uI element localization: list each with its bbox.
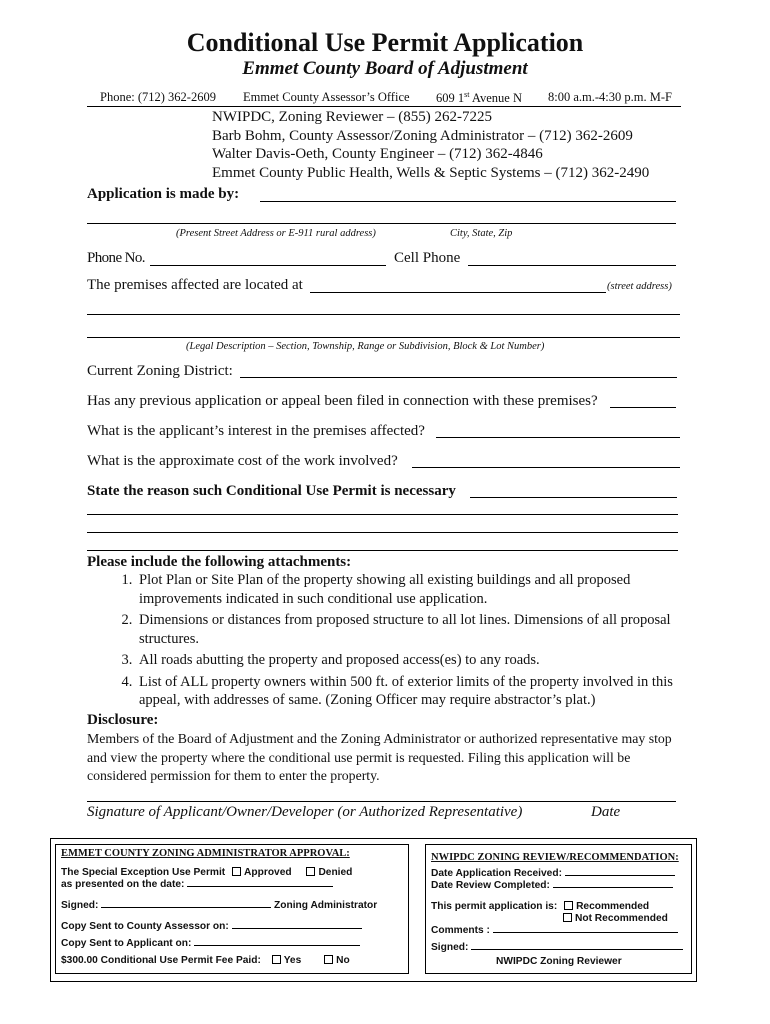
legal-description-field-1[interactable] <box>87 314 680 315</box>
denied-checkbox[interactable] <box>306 867 315 876</box>
premises-label: The premises affected are located at <box>87 277 303 293</box>
attachments-list <box>112 571 706 713</box>
completed-date-field[interactable] <box>553 887 673 888</box>
admin-role-label: Zoning Administrator <box>274 900 378 911</box>
fee-row <box>61 955 350 966</box>
presented-date-field[interactable] <box>187 886 333 887</box>
fee-no-label: No <box>336 955 350 966</box>
nwipdc-role-label: NWIPDC Zoning Reviewer <box>496 956 622 967</box>
reason-field-2[interactable] <box>87 514 678 515</box>
admin-box-heading: EMMET COUNTY ZONING ADMINISTRATOR APPROVAL: <box>61 848 350 859</box>
applicant-copy-label: Copy Sent to Applicant on: <box>61 938 192 949</box>
reason-field-4[interactable] <box>87 550 678 551</box>
reviewer-line: Emmet County Public Health, Wells & Septic Systems – (712) 362-2490 <box>212 164 650 181</box>
street-hint: (street address) <box>607 281 672 292</box>
not-recommended-label: Not Recommended <box>575 913 668 924</box>
address-hint: (Present Street Address or E-911 rural address) <box>176 228 376 239</box>
assessor-row <box>61 921 362 932</box>
header-divider <box>87 106 681 107</box>
comments-row <box>431 925 678 936</box>
cell-label: Cell Phone <box>394 250 461 266</box>
fee-label: $300.00 Conditional Use Permit Fee Paid: <box>61 955 261 966</box>
signature-field[interactable] <box>87 801 676 802</box>
cell-field[interactable] <box>468 265 676 266</box>
not-recommended-row <box>559 913 668 924</box>
comments-label: Comments : <box>431 925 490 936</box>
list-item: 1. Plot Plan or Site Plan of the property showing all existing buildings and all proposed improvements indicated in such conditional use application. <box>136 571 706 608</box>
attachments-heading: Please include the following attachments: <box>87 554 352 570</box>
completed-row <box>431 880 673 891</box>
reason-label: State the reason such Conditional Use Permit is necessary <box>87 483 456 499</box>
reviewer-line: Barb Bohm, County Assessor/Zoning Administrator – (712) 362-2609 <box>212 127 633 144</box>
reason-field-3[interactable] <box>87 532 678 533</box>
fee-yes-checkbox[interactable] <box>272 955 281 964</box>
exception-row <box>61 867 352 878</box>
nwipdc-signed-row <box>431 942 683 953</box>
premises-street-field[interactable] <box>310 292 606 293</box>
reviewer-line: NWIPDC, Zoning Reviewer – (855) 262-7225 <box>212 109 492 125</box>
contact-phone: Phone: (712) 362-2609 <box>100 90 216 104</box>
received-row <box>431 868 675 879</box>
applicant-copy-row <box>61 938 360 949</box>
completed-label: Date Review Completed: <box>431 880 550 891</box>
received-date-field[interactable] <box>565 875 675 876</box>
applicant-label: Application is made by: <box>87 186 240 202</box>
fee-yes-label: Yes <box>283 955 302 966</box>
interest-field[interactable] <box>436 437 680 438</box>
list-item: 4. List of ALL property owners within 500 ft. of exterior limits of the property involved in this appeal, with addresses of same. (Zoning Officer may require abstractor’s plat.) <box>136 673 706 710</box>
nwipdc-signature-field[interactable] <box>471 949 683 950</box>
admin-signed-label: Signed: <box>61 900 99 911</box>
cost-label: What is the approximate cost of the work involved? <box>87 453 398 469</box>
contact-hours: 8:00 a.m.-4:30 p.m. M-F <box>548 90 672 104</box>
comments-field[interactable] <box>493 932 678 933</box>
applicant-address-field[interactable] <box>87 223 676 224</box>
city-hint: City, State, Zip <box>450 228 513 239</box>
page-title: Conditional Use Permit Application <box>186 28 584 57</box>
denied-label: Denied <box>318 867 353 878</box>
presented-label: as presented on the date: <box>61 879 185 890</box>
date-label: Date <box>591 804 621 820</box>
not-recommended-checkbox[interactable] <box>563 913 572 922</box>
nwipdc-signed-label: Signed: <box>431 942 469 953</box>
cost-field[interactable] <box>412 467 680 468</box>
reviewer-list <box>212 108 649 182</box>
applicant-name-field[interactable] <box>260 201 676 202</box>
applicant-copy-date-field[interactable] <box>194 945 360 946</box>
page-subtitle: Emmet County Board of Adjustment <box>242 58 528 79</box>
recommended-checkbox[interactable] <box>564 901 573 910</box>
admin-approval-box <box>55 844 409 974</box>
previous-application-field[interactable] <box>610 407 676 408</box>
nwipdc-box-heading: NWIPDC ZONING REVIEW/RECOMMENDATION: <box>431 852 679 863</box>
legal-description-field-2[interactable] <box>87 337 680 338</box>
permit-row <box>431 901 649 912</box>
admin-signed-row <box>61 900 377 911</box>
contact-office: Emmet County Assessor’s Office <box>243 90 410 104</box>
assessor-copy-label: Copy Sent to County Assessor on: <box>61 921 229 932</box>
previous-application-label: Has any previous application or appeal been filed in connection with these premises? <box>87 393 598 409</box>
contact-address: 609 1st Avenue N <box>436 90 523 106</box>
phone-field[interactable] <box>150 265 386 266</box>
disclosure-text: Members of the Board of Adjustment and the Zoning Administrator or authorized representative may stop and view the property where the conditional use permit is requested. Filing this application will be considered permission for them to enter the property. <box>87 731 672 783</box>
zoning-field[interactable] <box>240 377 677 378</box>
presented-row <box>61 879 333 890</box>
reviewer-line: Walter Davis-Oeth, County Engineer – (712) 362-4846 <box>212 146 543 162</box>
admin-signature-field[interactable] <box>101 907 271 908</box>
exception-label: The Special Exception Use Permit <box>61 867 226 878</box>
recommended-label: Recommended <box>576 901 650 912</box>
approved-checkbox[interactable] <box>232 867 241 876</box>
list-item: 3. All roads abutting the property and proposed access(es) to any roads. <box>136 651 706 670</box>
phone-label: Phone No. <box>87 250 145 266</box>
permit-label: This permit application is: <box>431 901 558 912</box>
list-item: 2. Dimensions or distances from proposed structure to all lot lines. Dimensions of all proposal structures. <box>136 611 706 648</box>
disclosure-heading: Disclosure: <box>87 712 159 728</box>
interest-label: What is the applicant’s interest in the premises affected? <box>87 423 425 439</box>
reason-field-1[interactable] <box>470 497 677 498</box>
approved-label: Approved <box>244 867 292 878</box>
zoning-label: Current Zoning District: <box>87 363 233 379</box>
signature-label: Signature of Applicant/Owner/Developer (or Authorized Representative) <box>87 804 523 820</box>
assessor-copy-date-field[interactable] <box>232 928 362 929</box>
received-label: Date Application Received: <box>431 868 562 879</box>
legal-hint: (Legal Description – Section, Township, Range or Subdivision, Block & Lot Number) <box>186 341 545 352</box>
fee-no-checkbox[interactable] <box>324 955 333 964</box>
nwipdc-review-box <box>425 844 692 974</box>
